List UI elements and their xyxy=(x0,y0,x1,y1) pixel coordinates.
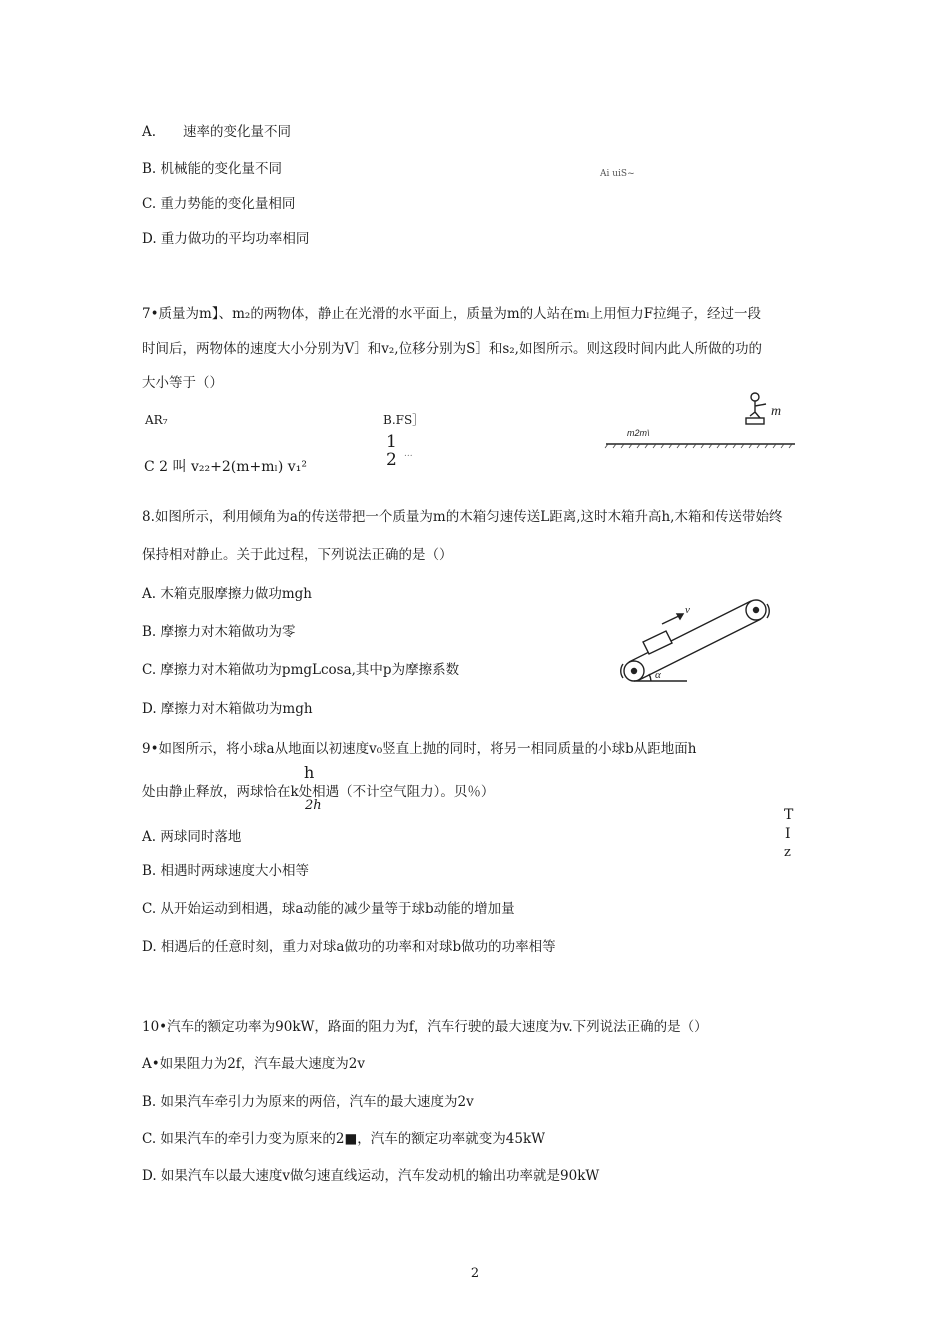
q7-stem-line2: 时间后，两物体的速度大小分别为V］和v₂,位移分别为S］和s₂,如图所示。则这段时间内此人所做的功的 xyxy=(142,341,762,357)
q7-fraction-clip xyxy=(380,449,430,470)
q7-stem-line1: 7•质量为m】、m₂的两物体，静止在光滑的水平面上，质量为m的人站在mₗ上用恒力F拉绳子，经过一段 xyxy=(142,306,762,322)
q7-fraction-tail: ... xyxy=(404,449,413,459)
q9-option-b: B. 相遇时两球速度大小相等 xyxy=(142,863,310,879)
q7-option-c-clip xyxy=(140,456,340,475)
q7-fraction-denominator: 2 xyxy=(386,450,397,470)
q9-figure-t: T xyxy=(784,807,794,823)
q8-option-c: C. 摩擦力对木箱做功为pmgLcosa,其中p为摩擦系数 xyxy=(142,662,460,678)
rotation-arrow-left xyxy=(621,664,623,678)
velocity-label: v xyxy=(685,604,690,616)
q10-option-c: C. 如果汽车的牵引力变为原来的2■，汽车的额定功率就变为45kW xyxy=(142,1131,546,1147)
q8-option-d: D. 摩擦力对木箱做功为mgh xyxy=(142,701,313,717)
q7-figure-label-m: m xyxy=(771,404,782,419)
q10-stem: 10•汽车的额定功率为90kW，路面的阻力为f，汽车行驶的最大速度为v.下列说法正确的是（） xyxy=(142,1019,708,1035)
q7-fraction-numerator: 1 xyxy=(386,432,397,452)
q9-figure-z: z xyxy=(784,845,791,860)
q7-figure-label-floor: m2m\ xyxy=(627,428,650,438)
q9-fraction-numerator: h xyxy=(304,763,315,782)
q7-option-c: C 2 叫 v₂₂+2(m+mₗ) v₁² xyxy=(144,459,307,475)
q6-option-a: A. 速率的变化量不同 xyxy=(142,124,292,140)
q10-option-d: D. 如果汽车以最大速度v做匀速直线运动，汽车发动机的输出功率就是90kW xyxy=(142,1168,600,1184)
q8-option-b: B. 摩擦力对木箱做功为零 xyxy=(142,624,296,640)
q7-stem-line3: 大小等于（） xyxy=(142,375,223,391)
wooden-box xyxy=(643,631,672,654)
q8-conveyor-figure xyxy=(615,598,785,688)
q6-option-d: D. 重力做功的平均功率相同 xyxy=(142,231,310,247)
q8-option-a: A. 木箱克服摩擦力做功mgh xyxy=(142,586,312,602)
q8-stem-line1: 8.如图所示，利用倾角为a的传送带把一个质量为m的木箱匀速传送L距离,这时木箱升高h,木箱和传送带始终 xyxy=(142,509,783,525)
q9-stem-line2: 处由静止释放，两球恰在k处相遇（不计空气阻力）。贝％） xyxy=(142,784,495,800)
q9-stem-line1: 9•如图所示，将小球a从地面以初速度v₀竖直上抛的同时，将另一相同质量的小球b从距地面h xyxy=(142,741,697,757)
q6-option-c: C. 重力势能的变化量相同 xyxy=(142,196,296,212)
q9-figure-i: I xyxy=(785,826,791,842)
q9-option-d: D. 相遇后的任意时刻，重力对球a做功的功率和对球b做功的功率相等 xyxy=(142,939,556,955)
angle-label: α xyxy=(655,669,661,681)
rotation-arrow-right xyxy=(767,604,769,618)
page-number: 2 xyxy=(470,1266,480,1281)
q6-option-b: B. 机械能的变化量不同 xyxy=(142,161,283,177)
q7-figure xyxy=(600,388,800,454)
q9-fraction-denominator: 2h xyxy=(305,798,322,813)
q9-option-c: C. 从开始运动到相遇，球a动能的减少量等于球b动能的增加量 xyxy=(142,901,515,917)
q10-option-a: A•如果阻力为2f，汽车最大速度为2v xyxy=(142,1056,366,1072)
q7-option-a: AR₇ xyxy=(145,413,168,427)
q8-stem-line2: 保持相对静止。关于此过程，下列说法正确的是（） xyxy=(142,547,453,563)
q9-option-a: A. 两球同时落地 xyxy=(142,829,242,845)
q7-option-b: B.FS］ xyxy=(383,413,425,427)
angle-arc xyxy=(649,674,651,681)
q9-figure-z-clip xyxy=(782,845,796,860)
person-icon xyxy=(746,393,766,424)
belt-top xyxy=(629,601,751,662)
q10-option-b: B. 如果汽车牵引力为原来的两倍，汽车的最大速度为2v xyxy=(142,1094,474,1110)
q6-figure-fragment: Ai uiS~ xyxy=(600,169,635,179)
